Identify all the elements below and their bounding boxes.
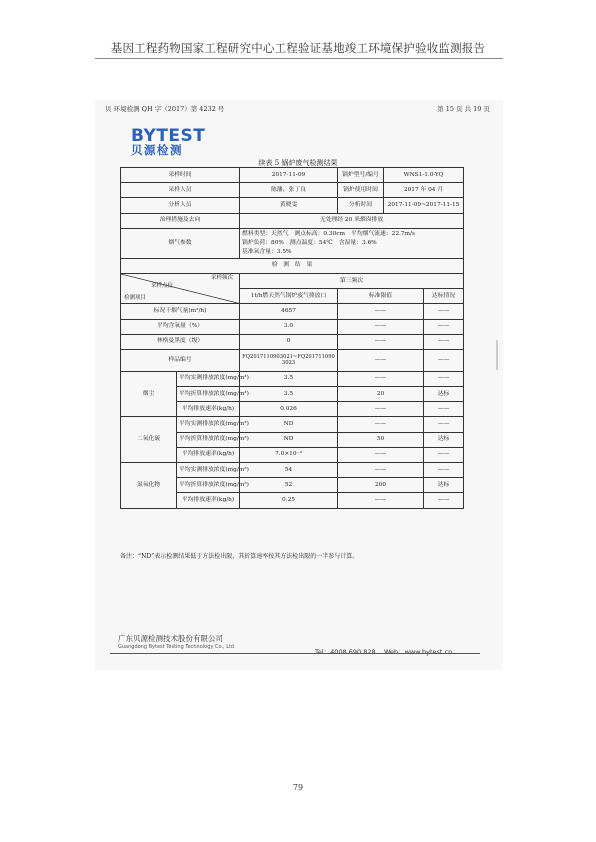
row-limit: —— xyxy=(338,334,424,349)
table-row xyxy=(121,417,464,432)
row-status: —— xyxy=(424,447,464,462)
row-limit: —— xyxy=(338,402,424,417)
logo-text: BYTEST xyxy=(131,126,206,146)
row-status: —— xyxy=(424,463,464,478)
row-value: 0 xyxy=(240,334,338,349)
report-header: 基因工程药物国家工程研究中心工程验证基地竣工环境保护验收监测报告 xyxy=(110,41,486,55)
phone: Tel：4008 690 828 xyxy=(315,648,376,656)
table-row xyxy=(121,273,464,288)
table-title: 续表 5 锅炉废气检测结果 xyxy=(258,159,338,167)
diag-item-label: 检测项目 xyxy=(124,295,147,302)
page-of: 第 15 页 共 19 页 xyxy=(437,105,490,113)
row-limit: 20 xyxy=(338,387,424,402)
row-limit: —— xyxy=(338,371,424,386)
row-label: 平均实测排放浓度(mg/m³) xyxy=(177,417,240,432)
condition-item: 测点温度：54℃ xyxy=(289,239,333,246)
row-limit: —— xyxy=(338,417,424,432)
company-name-en: Guangdong Bytest Testing Technology Co., Ltd xyxy=(118,644,235,650)
scan-edge-mark xyxy=(496,340,498,370)
table-row xyxy=(121,319,464,334)
row-status: 达标 xyxy=(424,432,464,447)
row-status: —— xyxy=(424,319,464,334)
contact-info xyxy=(315,647,452,656)
condition-item: 平均烟气流速：22.7m/s xyxy=(351,230,415,237)
logo-subtext: 贝源检测 xyxy=(131,143,183,157)
status-header: 达标情况 xyxy=(424,289,464,304)
analyst: 黄晓雯 xyxy=(240,198,338,213)
row-status: —— xyxy=(424,417,464,432)
point-header: 1t/h燃天然气锅炉废气排放口 xyxy=(240,289,338,304)
table-row xyxy=(121,258,464,273)
boiler-model: WNS1-1.0-YQ xyxy=(384,168,464,183)
row-value: ND xyxy=(240,417,338,432)
row-value: 7.0×10⁻³ xyxy=(240,447,338,462)
group-name: 二氧化硫 xyxy=(121,417,177,463)
row-status: —— xyxy=(424,371,464,386)
row-status: —— xyxy=(424,304,464,319)
table-row xyxy=(121,183,464,198)
conditions xyxy=(240,228,464,258)
row-value: 3.5 xyxy=(240,387,338,402)
table-row xyxy=(121,371,464,386)
row-value: 4657 xyxy=(240,304,338,319)
row-label: 平均实测排放浓度(mg/m³) xyxy=(177,371,240,386)
row-status: —— xyxy=(424,402,464,417)
row-limit: —— xyxy=(338,463,424,478)
analysis-time-label: 分析时间 xyxy=(338,198,384,213)
table-row xyxy=(121,198,464,213)
row-limit: 50 xyxy=(338,432,424,447)
boiler-use: 2017 年 04 月 xyxy=(384,183,464,198)
diag-point-label: 采样点位 xyxy=(151,282,174,289)
condition-item: 测点标高：0.30cm xyxy=(294,230,346,237)
conditions-label: 烟气参数 xyxy=(121,228,240,258)
footer-divider xyxy=(110,653,480,654)
analysis-time: 2017-11-09~2017-11-15 xyxy=(384,198,464,213)
sample-time-label: 采样时间 xyxy=(121,168,240,183)
row-label: 平均排放速率(kg/h) xyxy=(177,493,240,508)
treatment: 无处理经 20 米烟囱排放 xyxy=(240,213,464,228)
row-value: 3.5 xyxy=(240,371,338,386)
row-label: 平均含氧量（%） xyxy=(121,319,240,334)
row-value: 54 xyxy=(240,463,338,478)
row-value: 0.25 xyxy=(240,493,338,508)
row-limit: —— xyxy=(338,349,424,371)
group-name: 烟尘 xyxy=(121,371,177,417)
bytest-logo xyxy=(131,128,205,157)
diagonal-header xyxy=(121,273,240,303)
table-row xyxy=(121,463,464,478)
condition-item: 燃料类型：天然气 xyxy=(242,230,289,237)
sampler-label: 采样人员 xyxy=(121,183,240,198)
row-status: —— xyxy=(424,493,464,508)
diag-freq-label: 采样频次 xyxy=(211,274,234,281)
row-label: 平均折算排放浓度(mg/m³) xyxy=(177,478,240,493)
row-value: 52 xyxy=(240,478,338,493)
boiler-model-label: 锅炉型号/编号 xyxy=(338,168,384,183)
report-number: 贝 环境检测 QH 字（2017）第 4232 号 xyxy=(105,105,225,113)
condition-item: 含湿量：3.6% xyxy=(338,239,377,246)
condition-item: 基准氧含量：3.5% xyxy=(242,248,292,255)
row-label: 平均排放速率(kg/h) xyxy=(177,447,240,462)
row-label: 平均折算排放浓度(mg/m³) xyxy=(177,387,240,402)
row-label: 平均排放速率(kg/h) xyxy=(177,402,240,417)
row-label: 林格曼黑度（级） xyxy=(121,334,240,349)
row-limit: —— xyxy=(338,447,424,462)
row-label: 平均折算排放浓度(mg/m³) xyxy=(177,432,240,447)
treatment-label: 治理措施及去向 xyxy=(121,213,240,228)
page-number: 79 xyxy=(292,783,304,792)
row-label: 样品编号 xyxy=(121,349,240,371)
results-table xyxy=(120,167,464,509)
row-value: 3.0 xyxy=(240,319,338,334)
boiler-use-label: 锅炉使用时间 xyxy=(338,183,384,198)
header-divider xyxy=(95,58,503,59)
table-row xyxy=(121,213,464,228)
table-row xyxy=(121,168,464,183)
table-row xyxy=(121,304,464,319)
limit-header: 标准限值 xyxy=(338,289,424,304)
sample-time: 2017-11-09 xyxy=(240,168,338,183)
company-name-cn: 广东贝源检测技术股份有限公司 xyxy=(118,634,223,643)
table-row xyxy=(121,349,464,371)
row-status: —— xyxy=(424,334,464,349)
row-label: 平均实测排放浓度(mg/m³) xyxy=(177,463,240,478)
row-limit: —— xyxy=(338,304,424,319)
analyst-label: 分析人员 xyxy=(121,198,240,213)
row-limit: —— xyxy=(338,319,424,334)
row-value: FQ2017110903021~FQ2017110903023 xyxy=(240,349,338,371)
row-status: 达标 xyxy=(424,478,464,493)
table-row xyxy=(121,334,464,349)
website: Web：www.bytest.cn xyxy=(383,648,453,656)
table-row xyxy=(121,228,464,258)
results-title: 检 测 结 果 xyxy=(121,258,464,273)
row-label: 标况干烟气量(m³/h) xyxy=(121,304,240,319)
row-limit: —— xyxy=(338,493,424,508)
table-note: 备注：“ND”表示检测结果低于方法检出限，其折算速率按其方法检出限的一半参与计算。 xyxy=(120,553,359,560)
group-name: 氮氧化物 xyxy=(121,463,177,509)
row-status: —— xyxy=(424,349,464,371)
sampler: 陈藩、张丁良 xyxy=(240,183,338,198)
condition-item: 锅炉负荷：80% xyxy=(242,239,284,246)
frequency-header: 第三频次 xyxy=(240,273,464,288)
row-value: 0.026 xyxy=(240,402,338,417)
row-value: ND xyxy=(240,432,338,447)
row-status: 达标 xyxy=(424,387,464,402)
row-limit: 200 xyxy=(338,478,424,493)
